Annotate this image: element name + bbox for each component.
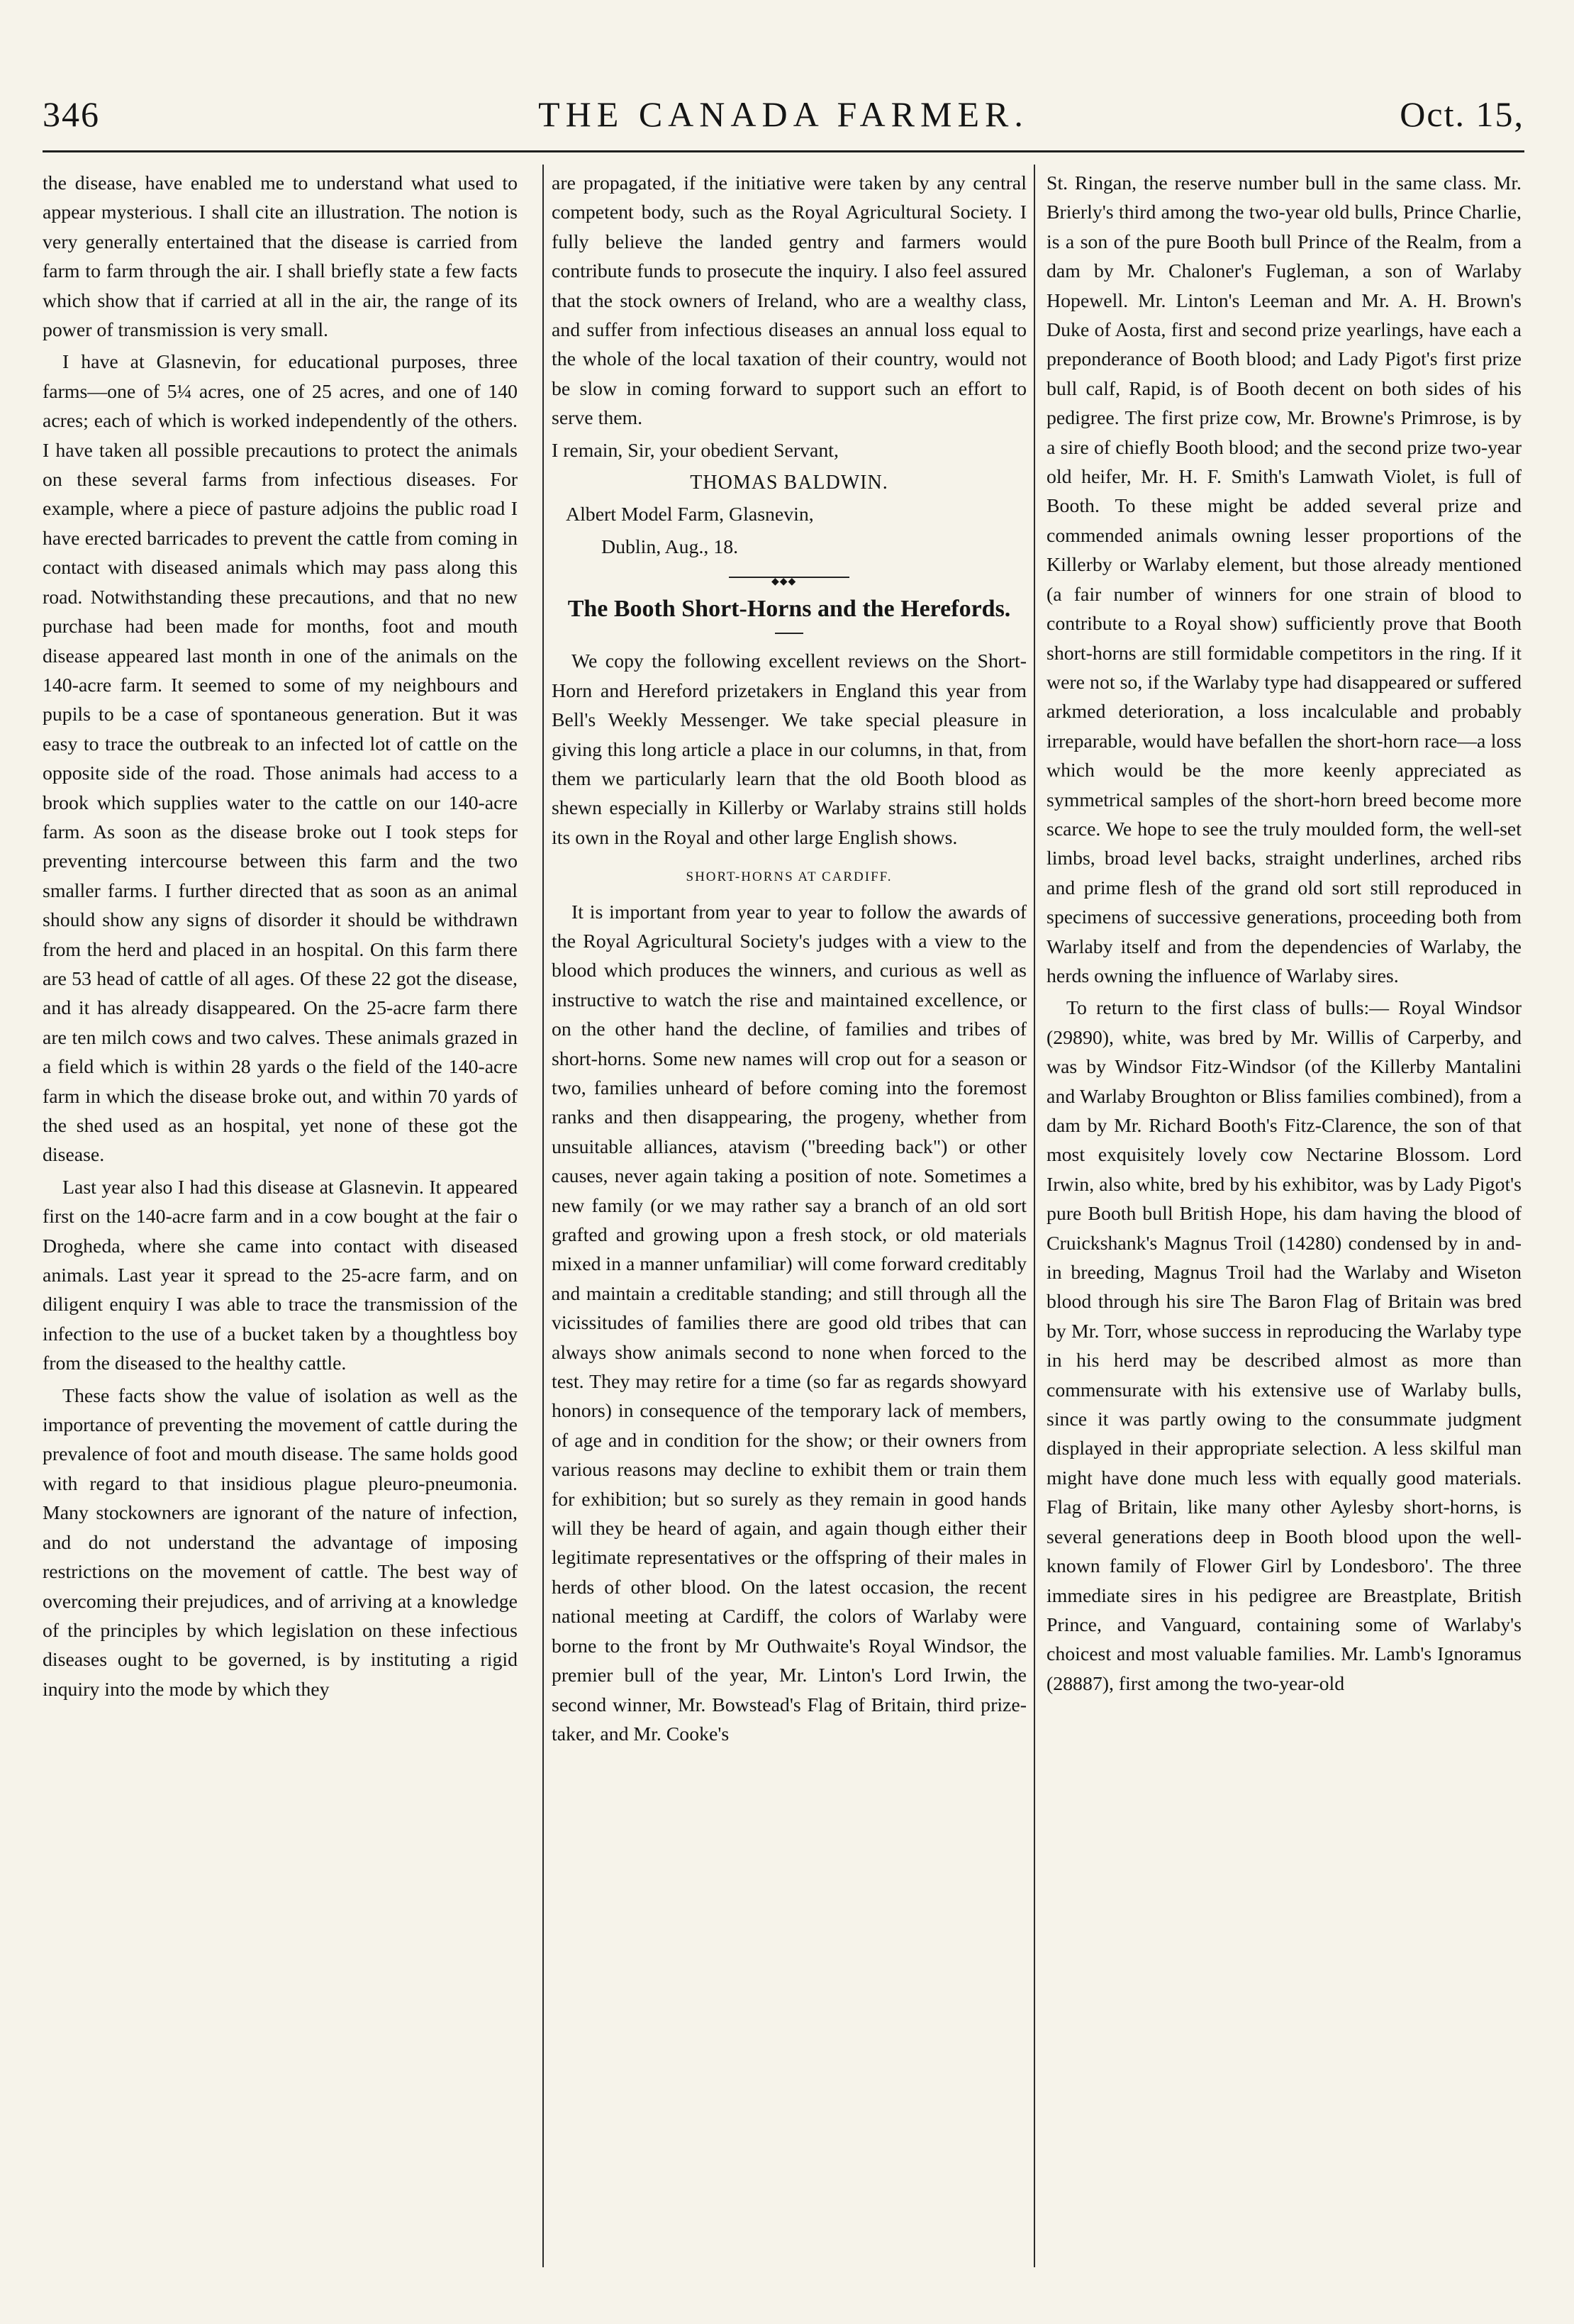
- masthead-title: THE CANADA FARMER.: [538, 94, 1029, 134]
- paragraph: These facts show the value of isolation as well as the importance of preventing the movement of cattle during the prevalence of foot and mouth disease. The same holds good with regard to that insidious plague pleuro-pneumonia. Many stockowners are ignorant of the nature of infection, and do not understand the advantage of imposing restrictions on the movement of cattle. The best way of overcoming their prejudices, and of arriving at a knowledge of the principles by which legislation on these infectious diseases ought to be governed, is by instituting a rigid inquiry into the mode by which they: [43, 1384, 518, 1701]
- paragraph: We copy the following excellent reviews on the Short-Horn and Hereford prizetakers in England this year from Bell's Weekly Messenger. We take special pleasure in giving this long article a place in our columns, in that, from them we particularly learn that the old Booth blood as shewn especially in Killerby or Warlaby strains still holds its own in the Royal and other large English shows.: [552, 650, 1027, 849]
- paragraph: St. Ringan, the reserve number bull in the same class. Mr. Brierly's third among the two-year old bulls, Prince Charlie, is a son of the pure Booth bull Prince of the Realm, from a dam by Mr. Chaloner's Fugleman, a son of Warlaby Hopewell. Mr. Linton's Leeman and Mr. A. H. Brown's Duke of Aosta, first and second prize yearlings, have each a preponderance of Booth blood; and Lady Pigot's first prize bull calf, Rapid, is of Booth decent on both sides of his pedigree. The first prize cow, Mr. Browne's Primrose, is by a sire of chiefly Booth blood; and the second prize two-year old heifer, Mr. H. F. Smith's Lamwath Violet, is full of Booth. To these might be added several prize and commended animals owning lesser proportions of the Killerby or Warlaby element, but those already mentioned (a fair number of winners for one strain of blood to contribute to a Royal show) sufficiently prove that Booth short-horns are still formidable competitors in the ring. If it were not so, if the Warlaby type had disappeared or suffered arkmed deterioration, a loss incalculable and probably irreparable, would have befallen the short-horn race—a loss which would be the more keenly appreciated as symmetrical samples of the short-horn breed become more scarce. We hope to see the truly moulded form, the well-set limbs, broad level backs, straight underlines, arched ribs and prime flesh of the grand old sort still reproduced in specimens of successive generations, proceeding both from Warlaby itself and from the dependencies of Warlaby, the herds owning the influence of Warlaby sires.: [1046, 172, 1522, 987]
- header-rule: [43, 150, 1524, 152]
- paragraph: the disease, have enabled me to understand what used to appear mysterious. I shall cite an illustration. The notion is very generally entertained that the disease is carried from farm to farm through the air. I shall briefly state a few facts which show that if carried at all in the air, the range of its power of transmission is very small.: [43, 172, 518, 342]
- paragraph: To return to the first class of bulls:— Royal Windsor (29890), white, was bred by Mr. Willis of Carperby, and was by Windsor Fitz-Windsor (of the Killerby Mantalini and Warlaby Broughton or Bliss families combined), from a dam by Mr. Richard Booth's Fitz-Clarence, the son of that most exquisitely lovely cow Nectarine Blossom. Lord Irwin, also white, bred by his exhibitor, was by Lady Pigot's pure Booth bull British Hope, his dam having the blood of Cruickshank's Magnus Troil (14280) condensed by in and-in breeding, Magnus Troil had the Warlaby and Wiseton blood through his sire The Baron Flag of Britain was bred by Mr. Torr, whose success in reproducing the Warlaby type in his herd may be described almost as more than commensurate with his extensive use of Warlaby bulls, since it was partly owing to the consummate judgment displayed in their appropriate selection. A less skilful man might have done much less with equally good materials. Flag of Britain, like many other Aylesby short-horns, is several generations deep in Booth blood upon the well-known family of Flower Girl by Londesboro'. The three immediate sires in his pedigree are Breastplate, British Prince, and Vanguard, containing some of Warlaby's choicest and most valuable families. Mr. Lamb's Ignoramus (28887), first among the two-year-old: [1046, 997, 1522, 1695]
- paragraph: I have at Glasnevin, for educational purposes, three farms—one of 5¼ acres, one of 25 acres, and one of 140 acres; each of which is worked independently of the others. I have taken all possible precautions to protect the animals on these several farms from infectious diseases. For example, where a piece of pasture adjoins the public road I have erected barricades to prevent the cattle from coming in contact with diseased animals which may pass along this road. Notwithstanding these precautions, and that no new purchase had been made for months, foot and mouth disease appeared last month in one of the animals on the 140-acre farm. It seemed to some of my neighbours and pupils to be a case of spontaneous generation. But it was easy to trace the outbreak to an infected lot of cattle on the opposite side of the road. Those animals had access to a brook which supplies water to the cattle on our 140-acre farm. As soon as the disease broke out I took steps for preventing intercourse between this farm and the two smaller farms. I further directed that as soon as an animal should show any signs of disorder it should be withdrawn from the herd and placed in an hospital. On this farm there are 53 head of cattle of all ages. Of these 22 got the disease, and it has already disappeared. On the 25-acre farm there are ten milch cows and two calves. These animals grazed in a field which is within 28 yards o the field of the 140-acre farm in which the disease broke out, and within 70 yards of the shed used as an hospital, yet none of these got the disease.: [43, 351, 518, 1167]
- paragraph: Last year also I had this disease at Glasnevin. It appeared first on the 140-acre farm and in a cow bought at the fair o Drogheda, where she came into contact with diseased animals. Last year it spread to the 25-acre farm, and on diligent enquiry I was able to trace the transmission of the infection to the use of a bucket taken by a thoughtless boy from the diseased to the healthy cattle.: [43, 1176, 518, 1375]
- column-divider: [1034, 165, 1035, 2267]
- column-2: [552, 169, 1027, 2261]
- paragraph: It is important from year to year to follow the awards of the Royal Agricultural Society's judges with a view to the blood which produces the winners, and curious as well as instructive to watch the rise and maintained excellence, or on the other hand the decline, of families and tribes of short-horns. Some new names will crop out for a season or two, families unheard of before coming into the foremost ranks and then disappearing, the progeny, whether from unsuitable alliances, atavism ("breeding back") or other causes, never again taking a position of note. Sometimes a new family (or we may rather say a branch of an old sort grafted and growing upon a fresh stock, or old materials mixed in a manner unfamiliar) will come forward creditably and maintain a creditable standing; and still through all the vicissitudes of families there are good old tribes that can always show animals second to none when forced to the test. They may retire for a time (so far as regards showyard honors) in consequence of the temporary lack of members, of age and in condition for the show; or their owners from various reasons may decline to exhibit them or train them for exhibition; but so surely as they remain in good hands will they be heard of again, and again though either their legitimate representatives or the offspring of their males in herds of other blood. On the latest occasion, the recent national meeting at Cardiff, the colors of Warlaby were borne to the front by Mr Outhwaite's Royal Windsor, the premier bull of the year, Mr. Linton's Lord Irwin, the second winner, Mr. Bowstead's Flag of Britain, third prize-taker, and Mr. Cooke's: [552, 901, 1027, 1745]
- letter-place: Albert Model Farm, Glasnevin,: [566, 504, 814, 526]
- letter-signature: THOMAS BALDWIN.: [690, 472, 888, 494]
- column-3: [1046, 169, 1522, 2261]
- article-title: The Booth Short-Horns and the Herefords.: [567, 596, 1011, 623]
- column-divider: [542, 165, 544, 2267]
- issue-date: Oct. 15,: [1400, 94, 1524, 134]
- letter-closing: I remain, Sir, your obedient Servant,: [552, 439, 839, 462]
- ornamental-divider: [729, 572, 849, 583]
- letter-date: Dublin, Aug., 18.: [601, 535, 739, 558]
- page-header: [43, 79, 1524, 136]
- paragraph: are propagated, if the initiative were taken by any central competent body, such as the Royal Agricultural Society. I fully believe the landed gentry and farmers would contribute funds to prosecute the inquiry. I also feel assured that the stock owners of Ireland, who are a wealthy class, and suffer from infectious diseases an annual loss equal to the whole of the local taxation of their country, would not be slow in coming forward to support such an effort to serve them.: [552, 172, 1027, 430]
- column-1: [43, 169, 518, 2261]
- page-number: 346: [43, 94, 100, 134]
- title-rule: [775, 633, 803, 634]
- section-subhead: SHORT-HORNS AT CARDIFF.: [686, 869, 893, 885]
